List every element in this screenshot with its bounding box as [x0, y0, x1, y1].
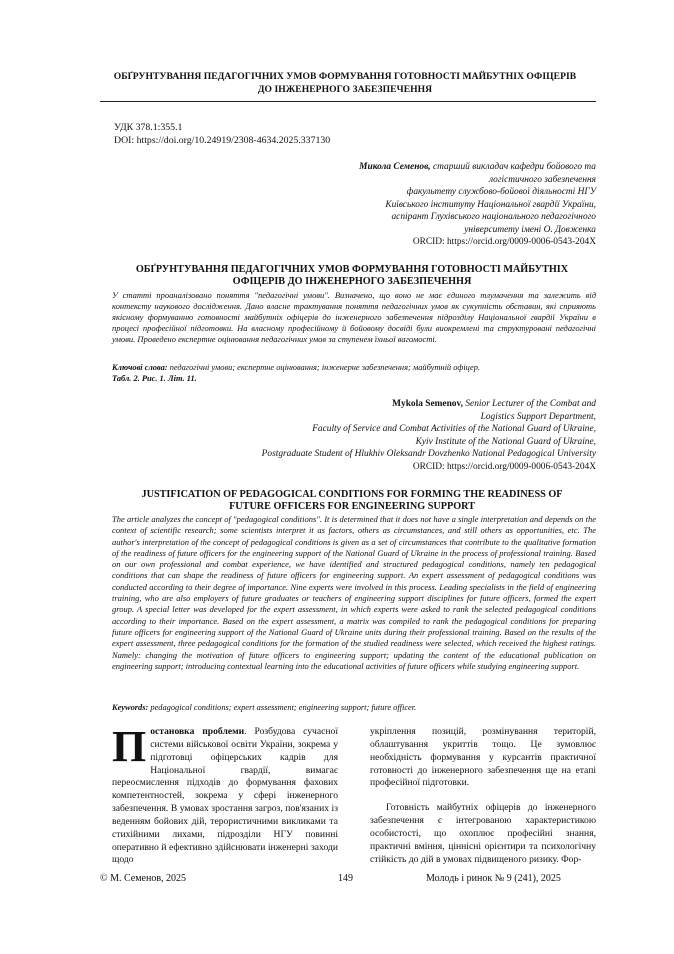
body-right-paragraph-2: Готовність майбутніх офіцерів до інженерного забезпечення є інтегрованою характеристикою особистості, що охоплює професійні знання, практичні вміння, ціннісні орієнтири та психологічну стійкість до дій в умовах підвищеного ризику. Фор-: [370, 802, 596, 865]
author-en-orcid: ORCID: https://orcid.org/0009-0006-0543-204X: [412, 461, 596, 472]
udc: УДК 378.1:355.1: [114, 122, 183, 133]
keywords-ua-text: педагогічні умови; експертне оцінювання; інженерне забезпечення; майбутній офіцер.: [167, 363, 481, 372]
author-ua: [200, 161, 596, 249]
author-ua-line5: аспірант Глухівського національного педагогічного: [391, 212, 596, 222]
author-en-line4: Kyiv Institute of the National Guard of Ukraine,: [415, 436, 596, 447]
body-column-right: [370, 726, 596, 866]
author-en-position: Senior Lecturer of the Combat and: [463, 399, 596, 409]
abstract-ua: У статті проаналізовано поняття "педагогічні умови". Визначено, що воно не має єдиного тлумачення та залежить від контексту наукового дослідження. Дано власне трактування поняття педагогічних умов як сукупність обставин, які сприяють якісному формуванню готовності майбутніх офіцерів до інженерного забезпечення підрозділу Національної гвардії України в процесі професійної підготовки. На власному професійному й бойовому досвіді були виокремлені та структуровані педагогічні умови. Проведено експертне оцінювання педагогічних умов за ступенем їхньої вагомості.: [112, 290, 596, 344]
author-en-line5: Postgraduate Student of Hlukhiv Oleksandr Dovzhenko National Pedagogical University: [261, 449, 596, 459]
body-right-paragraph-1: укріплення позицій, розмінування територій, облаштування укриттів тощо. Це зумовлює необхідність формування у курсантів практичної готовності до інженерного забезпечення ще на етапі професійної підготовки.: [370, 726, 596, 789]
running-title: [100, 70, 590, 96]
title-ua-line2: ОФІЦЕРІВ ДО ІНЖЕНЕРНОГО ЗАБЕЗПЕЧЕННЯ: [232, 276, 472, 287]
keywords-en-label: Keywords:: [112, 703, 149, 712]
title-en-line2: FUTURE OFFICERS FOR ENGINEERING SUPPORT: [229, 501, 475, 512]
abstract-en: The article analyzes the concept of "pedagogical conditions". It is determined that it does not have a single interpretation and depends on the context of scientific research; some scientists interpret it as factors, others as circumstances, and still others as opportunities, etc. The author's interpretation of the concept of pedagogical conditions is given as a set of circumstances that contribute to the qualitative formation of the readiness of future officers for the engineering support of the National Guard of Ukraine in the process of professional training. Based on our own professional and combat experience, we have identified and structured pedagogical conditions, namely ten pedagogical conditions that can shape the readiness of future officers for engineering support. An expert assessment of pedagogical conditions was conducted according to their degree of importance. Nine experts were involved in this process. Leading specialists in the field of engineering training, who are also employers of future graduates or teachers of engineering support disciplines for future officers, formed the expert group. A special letter was developed for the expert assessment, in which experts were asked to rank the selected pedagogical conditions according to their importance. Based on the expert assessment, a matrix was compiled to rank the pedagogical conditions for preparing future officers for engineering support of the National Guard of Ukraine units during their professional training. Based on the results of the expert assessment, three pedagogical conditions for the formation of the studied readiness were selected, which received the highest ratings. Namely: changing the motivation of future officers to engineering support; updating the content of the educational publication on engineering support; introducing contextual learning into the educational activities of future officers while studying engineering support.: [112, 514, 596, 671]
keywords-en: [112, 702, 596, 713]
author-ua-name: Микола Семенов,: [359, 162, 431, 172]
author-en-line2: Logistics Support Department,: [480, 411, 596, 422]
author-en-line3: Faculty of Service and Combat Activities of the National Guard of Ukraine,: [312, 424, 596, 434]
footer-copyright: © М. Семенов, 2025: [100, 873, 187, 884]
table-figure-count: Табл. 2. Рис. 1. Літ. 11.: [112, 374, 197, 383]
header-divider: [100, 101, 596, 102]
title-ua-line1: ОБҐРУНТУВАННЯ ПЕДАГОГІЧНИХ УМОВ ФОРМУВАННЯ ГОТОВНОСТІ МАЙБУТНІХ: [135, 264, 569, 275]
author-ua-line4: Київського інституту Національної гвардії України,: [385, 199, 596, 210]
keywords-ua: [112, 362, 596, 373]
author-en: [200, 398, 596, 473]
keywords-ua-label: Ключові слова:: [112, 363, 168, 372]
running-title-line1: ОБҐРУНТУВАННЯ ПЕДАГОГІЧНИХ УМОВ ФОРМУВАННЯ ГОТОВНОСТІ МАЙБУТНІХ ОФІЦЕРІВ: [113, 71, 577, 82]
dropcap: П: [112, 722, 147, 771]
page-number: 149: [338, 873, 353, 884]
body-left-text: . Розбудова сучасної системи військової освіти України, зокрема у підготовці офіцерських кадрів для Національної гвардії, вимагає переосмислення підходів до формування фахових компетентностей, зокрема у сфері інженерного забезпечення. В умовах зростання загроз, пов'язаних із веденням бойових дій, терористичними викликами та стихійними лихами, підрозділи НГУ повинні оперативно й ефективно здійснювати інженерні заходи щодо: [112, 726, 338, 866]
running-title-line2: ДО ІНЖЕНЕРНОГО ЗАБЕЗПЕЧЕННЯ: [257, 84, 433, 95]
author-ua-line3: факультету службово-бойової діяльності НГУ: [406, 187, 596, 197]
author-ua-line6: університету імені О. Довженка: [464, 224, 596, 235]
doi: DOI: https://doi.org/10.24919/2308-4634.2025.337130: [114, 135, 331, 146]
journal-issue: Молодь і ринок № 9 (241), 2025: [426, 873, 561, 884]
body-column-left: [112, 722, 338, 867]
article-meta: [114, 121, 330, 147]
title-en: [110, 489, 594, 513]
keywords-en-text: pedagogical conditions; expert assessment; engineering support; future officer.: [148, 703, 417, 712]
author-ua-orcid: ORCID: https://orcid.org/0009-0006-0543-204X: [412, 237, 596, 247]
author-ua-line2: логістичного забезпечення: [488, 174, 596, 185]
author-en-name: Mykola Semenov,: [392, 399, 464, 409]
section-lead: остановка проблеми: [150, 726, 245, 737]
author-ua-position: старший викладач кафедри бойового та: [430, 162, 596, 172]
title-en-line1: JUSTIFICATION OF PEDAGOGICAL CONDITIONS FOR FORMING THE READINESS OF: [141, 489, 563, 500]
title-ua: [110, 264, 594, 288]
